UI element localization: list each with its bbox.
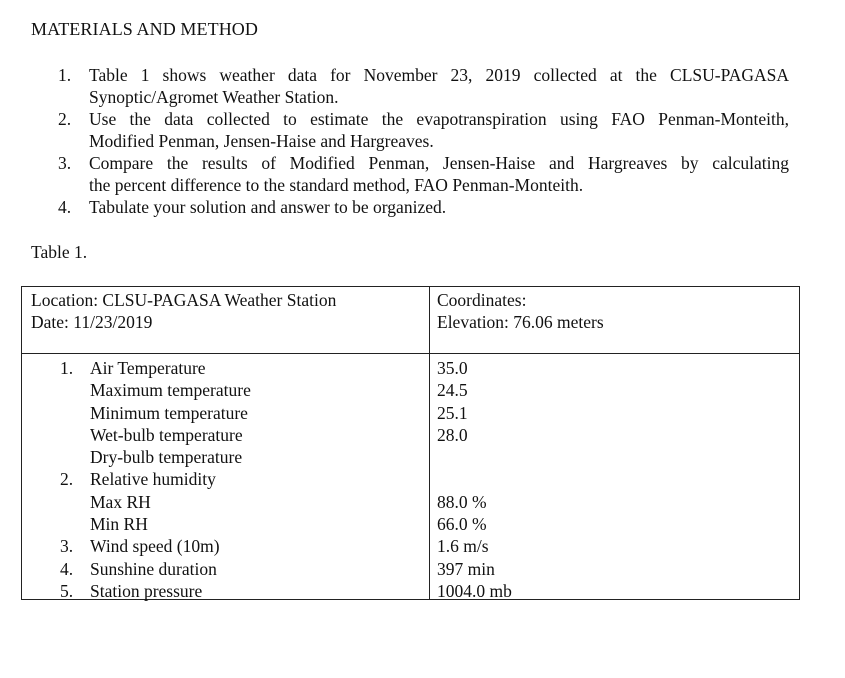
instruction-number: 1. <box>58 65 72 85</box>
table-row <box>22 424 799 446</box>
coordinates-label: Coordinates: <box>437 290 527 310</box>
table-row <box>22 535 799 557</box>
instruction-text <box>89 152 789 196</box>
row-label: Minimum temperature <box>90 402 248 423</box>
row-label: Station pressure <box>90 580 203 601</box>
row-value: 28.0 <box>437 424 468 445</box>
row-value: 66.0 % <box>437 514 487 535</box>
instruction-line: Use the data collected to estimate the evapotranspiration using FAO Penman-Monteith, <box>89 109 789 129</box>
instruction-item <box>0 152 845 196</box>
section-heading: MATERIALS AND METHOD <box>31 19 258 39</box>
instruction-text <box>89 108 789 152</box>
instruction-item <box>0 196 845 218</box>
table-row <box>22 468 799 490</box>
row-number: 5. <box>60 580 74 601</box>
instruction-item <box>0 64 845 108</box>
date-label: Date: 11/23/2019 <box>31 312 153 332</box>
row-label: Relative humidity <box>90 469 216 490</box>
row-label: Max RH <box>90 491 151 512</box>
row-value: 25.1 <box>437 402 468 423</box>
table-row <box>22 446 799 468</box>
row-number: 2. <box>60 469 74 490</box>
elevation-label: Elevation: 76.06 meters <box>437 312 604 332</box>
instruction-item <box>0 108 845 152</box>
table-body <box>22 357 799 602</box>
header-divider <box>22 353 799 354</box>
row-value: 1004.0 mb <box>437 580 512 601</box>
table-row <box>22 491 799 513</box>
row-number: 3. <box>60 536 74 557</box>
instruction-line: Tabulate your solution and answer to be organized. <box>89 197 447 217</box>
row-value: 88.0 % <box>437 491 487 512</box>
row-label: Air Temperature <box>90 358 206 378</box>
instruction-line: Table 1 shows weather data for November 23, 2019 collected at the CLSU-PAGASA <box>89 65 789 85</box>
row-number: 1. <box>60 358 74 378</box>
instruction-number: 4. <box>58 197 72 217</box>
instruction-line: Modified Penman, Jensen-Haise and Hargreaves. <box>89 131 434 151</box>
row-value: 35.0 <box>437 358 468 378</box>
instruction-text <box>89 64 789 108</box>
weather-data-table <box>21 286 800 600</box>
row-label: Dry-bulb temperature <box>90 447 243 468</box>
instruction-line: Compare the results of Modified Penman, Jensen-Haise and Hargreaves by calculating <box>89 153 789 173</box>
row-value: 24.5 <box>437 380 468 401</box>
table-row <box>22 379 799 401</box>
row-label: Sunshine duration <box>90 558 217 579</box>
table-row <box>22 513 799 535</box>
table-caption: Table 1. <box>31 242 88 262</box>
table-header-left <box>31 289 336 333</box>
instruction-number: 3. <box>58 153 72 173</box>
row-label: Wet-bulb temperature <box>90 424 243 445</box>
instruction-line: the percent difference to the standard method, FAO Penman-Monteith. <box>89 175 584 195</box>
row-label: Min RH <box>90 514 148 535</box>
instruction-line: Synoptic/Agromet Weather Station. <box>89 87 339 107</box>
table-row <box>22 580 799 602</box>
table-row <box>22 357 799 379</box>
row-label: Wind speed (10m) <box>90 536 220 557</box>
instruction-list <box>0 64 845 218</box>
row-value: 397 min <box>437 558 495 579</box>
row-label: Maximum temperature <box>90 380 251 401</box>
table-row <box>22 558 799 580</box>
table-header-right <box>437 289 604 333</box>
instruction-number: 2. <box>58 109 72 129</box>
row-number: 4. <box>60 558 74 579</box>
instruction-text <box>89 196 789 218</box>
row-value: 1.6 m/s <box>437 536 489 557</box>
location-label: Location: CLSU-PAGASA Weather Station <box>31 290 337 310</box>
table-row <box>22 402 799 424</box>
